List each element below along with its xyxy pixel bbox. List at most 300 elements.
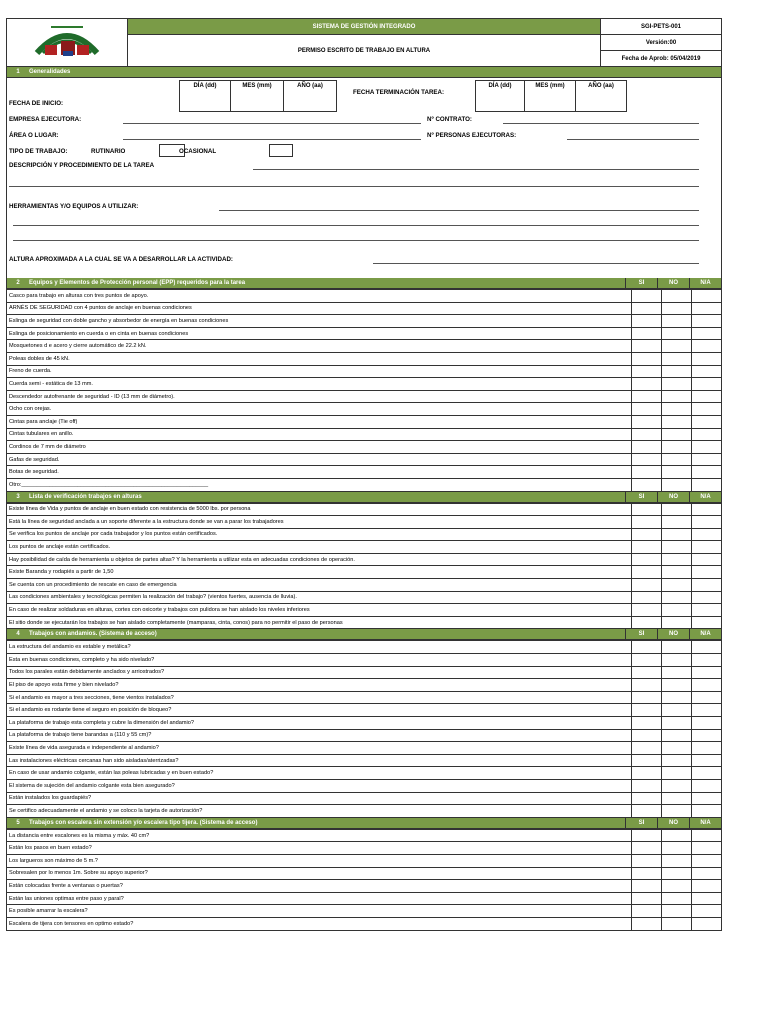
checklist-row — [7, 352, 722, 365]
checklist-item-text: Las condiciones ambientales y tecnológicas permiten la realización del trabajo? (vientos fuertes, ausencia de lluvia). — [7, 591, 632, 604]
yes-column-header: SI — [625, 278, 657, 288]
no-column-header: NO — [657, 818, 689, 828]
no-answer-cell[interactable] — [662, 805, 692, 818]
yes-answer-cell[interactable] — [632, 340, 662, 353]
checklist-row — [7, 880, 722, 893]
checklist-item-text: El sistema de sujeción del andamio colgante esta bien asegurado? — [7, 779, 632, 792]
no-answer-cell[interactable] — [662, 917, 692, 930]
checklist-item-text: Si el andamio es rodante tiene el seguro en posición de bloqueo? — [7, 704, 632, 717]
checklist-row — [7, 616, 722, 629]
na-answer-cell[interactable] — [692, 478, 722, 491]
yes-column-header: SI — [625, 492, 657, 502]
height-field[interactable] — [373, 263, 699, 264]
section-number: 2 — [16, 280, 20, 286]
checklist-row — [7, 403, 722, 416]
checklist-row — [7, 792, 722, 805]
checklist-row — [7, 779, 722, 792]
no-answer-cell[interactable] — [662, 428, 692, 441]
na-answer-cell[interactable] — [692, 566, 722, 579]
checklist-item-text: Cintas para anclaje (Tie off) — [7, 415, 632, 428]
checklist-row — [7, 867, 722, 880]
no-answer-cell[interactable] — [662, 503, 692, 516]
section-epp-header — [6, 278, 722, 289]
work-type-label: TIPO DE TRABAJO: — [9, 148, 68, 155]
yes-answer-cell[interactable] — [632, 591, 662, 604]
checklist-item-text: Casco para trabajo en alturas con tres puntos de apoyo. — [7, 290, 632, 303]
company-field[interactable] — [123, 123, 421, 124]
checklist-row — [7, 566, 722, 579]
na-answer-cell[interactable] — [692, 327, 722, 340]
yes-answer-cell[interactable] — [632, 378, 662, 391]
checklist-item-text: Existe línea de Vida y puntos de anclaje en buen estado con resistencia de 5000 lbs. por persona — [7, 503, 632, 516]
na-answer-cell[interactable] — [692, 666, 722, 679]
yes-answer-cell[interactable] — [632, 792, 662, 805]
na-answer-cell[interactable] — [692, 917, 722, 930]
section-general-header — [6, 67, 722, 78]
yes-answer-cell[interactable] — [632, 478, 662, 491]
end-date-fields[interactable] — [475, 80, 627, 112]
yes-answer-cell[interactable] — [632, 641, 662, 654]
na-answer-cell[interactable] — [692, 867, 722, 880]
no-answer-cell[interactable] — [662, 604, 692, 617]
no-answer-cell[interactable] — [662, 516, 692, 529]
section-verification-header — [6, 492, 722, 503]
checklist-item-text: Esta en buenas condiciones, completo y ha sido nivelado? — [7, 654, 632, 667]
no-answer-cell[interactable] — [662, 641, 692, 654]
section-number: 3 — [16, 493, 20, 500]
checklist-item-text: Cordinos de 7 mm de diámetro — [7, 441, 632, 454]
na-answer-cell[interactable] — [692, 854, 722, 867]
yes-answer-cell[interactable] — [632, 754, 662, 767]
yes-answer-cell[interactable] — [632, 867, 662, 880]
no-answer-cell[interactable] — [662, 767, 692, 780]
system-name: SISTEMA DE GESTIÓN INTEGRADO — [128, 19, 601, 35]
yes-answer-cell[interactable] — [632, 691, 662, 704]
end-year-label: AÑO (aa) — [588, 83, 614, 89]
na-answer-cell[interactable] — [692, 842, 722, 855]
checklist-item-text: Están las uniones optimas entre paso y paral? — [7, 892, 632, 905]
no-answer-cell[interactable] — [662, 290, 692, 303]
no-answer-cell[interactable] — [662, 691, 692, 704]
form-header — [6, 18, 722, 67]
yes-answer-cell[interactable] — [632, 428, 662, 441]
checklist-item-text: Mosquetones d e acero y cierre automático de 22.2 kN. — [7, 340, 632, 353]
checklist-item-text: Los puntos de anclaje están certificados. — [7, 541, 632, 554]
no-answer-cell[interactable] — [662, 704, 692, 717]
checklist-row — [7, 553, 722, 566]
na-answer-cell[interactable] — [692, 290, 722, 303]
yes-answer-cell[interactable] — [632, 315, 662, 328]
start-day-label: DÍA (dd) — [180, 81, 231, 111]
yes-answer-cell[interactable] — [632, 917, 662, 930]
checklist-item-text: Existe Baranda y rodapiés a partir de 1,50 — [7, 566, 632, 579]
checklist-item-text: En caso de realizar soldaduras en alturas, cortes con oxicorte y trabajos con pulidora se han aislado los niveles inferiores — [7, 604, 632, 617]
document-title: PERMISO ESCRITO DE TRABAJO EN ALTURA — [128, 35, 601, 67]
no-answer-cell[interactable] — [662, 566, 692, 579]
checklist-item-text: La estructura del andamio es estable y metálica? — [7, 641, 632, 654]
na-answer-cell[interactable] — [692, 591, 722, 604]
na-answer-cell[interactable] — [692, 315, 722, 328]
checklist-item-text: Ocho con orejas. — [7, 403, 632, 416]
checklist-row — [7, 892, 722, 905]
checklist-item-text: Las instalaciones eléctricas cercanas han sido aisladas/aterrizadas? — [7, 754, 632, 767]
yes-answer-cell[interactable] — [632, 566, 662, 579]
no-column-header: NO — [657, 278, 689, 288]
verification-checklist — [6, 503, 722, 630]
no-answer-cell[interactable] — [662, 541, 692, 554]
na-answer-cell[interactable] — [692, 378, 722, 391]
checklist-item-text: Eslinga de posicionamiento en cuerda o en cinta en buenas condiciones — [7, 327, 632, 340]
yes-answer-cell[interactable] — [632, 403, 662, 416]
checklist-item-text: Hay posibilidad de caída de herramienta u objetos de partes altas? Y la herramienta a utilizar esta en adecuadas condiciones de operación. — [7, 553, 632, 566]
checklist-item-text: Están instalados los guardapiés? — [7, 792, 632, 805]
no-answer-cell[interactable] — [662, 742, 692, 755]
checklist-item-text: ARNÉS DE SEGURIDAD con 4 puntos de anclaje en buenas condiciones — [7, 302, 632, 315]
checklist-item-text: Los largueros son máximo de 5 m.? — [7, 854, 632, 867]
section-number: 4 — [16, 631, 20, 638]
checklist-row — [7, 704, 722, 717]
na-answer-cell[interactable] — [692, 742, 722, 755]
no-answer-cell[interactable] — [662, 666, 692, 679]
yes-answer-cell[interactable] — [632, 352, 662, 365]
area-label: ÁREA O LUGAR: — [9, 132, 59, 139]
no-answer-cell[interactable] — [662, 579, 692, 592]
na-answer-cell[interactable] — [692, 604, 722, 617]
work-permit-form — [6, 18, 722, 931]
na-answer-cell[interactable] — [692, 415, 722, 428]
description-label: DESCRIPCIÓN Y PROCEDIMIENTO DE LA TAREA — [9, 162, 155, 169]
checklist-row — [7, 717, 722, 730]
no-answer-cell[interactable] — [662, 403, 692, 416]
na-answer-cell[interactable] — [692, 616, 722, 629]
yes-answer-cell[interactable] — [632, 390, 662, 403]
yes-answer-cell[interactable] — [632, 742, 662, 755]
area-field[interactable] — [123, 139, 421, 140]
na-answer-cell[interactable] — [692, 880, 722, 893]
yes-column-header: SI — [625, 629, 657, 639]
checklist-row — [7, 679, 722, 692]
contract-field[interactable] — [503, 123, 699, 124]
section-ladder-header — [6, 818, 722, 829]
yes-answer-cell[interactable] — [632, 842, 662, 855]
checklist-row — [7, 754, 722, 767]
checklist-item-text: Sobresalen por lo menos 1m. Sobre su apoyo superior? — [7, 867, 632, 880]
na-column-header: N/A — [689, 818, 721, 828]
checklist-item-text: Está la línea de seguridad anclada a un soporte diferente a la estructura donde se van a parar los trabajadores — [7, 516, 632, 529]
no-answer-cell[interactable] — [662, 679, 692, 692]
na-answer-cell[interactable] — [692, 704, 722, 717]
checklist-row — [7, 742, 722, 755]
no-answer-cell[interactable] — [662, 315, 692, 328]
na-column-header: N/A — [689, 278, 721, 288]
checklist-item-text: Es posible amarrar la escalera? — [7, 905, 632, 918]
na-answer-cell[interactable] — [692, 516, 722, 529]
start-year-label: AÑO (aa) — [297, 83, 323, 89]
na-answer-cell[interactable] — [692, 805, 722, 818]
yes-answer-cell[interactable] — [632, 679, 662, 692]
na-answer-cell[interactable] — [692, 767, 722, 780]
na-answer-cell[interactable] — [692, 553, 722, 566]
checklist-row — [7, 691, 722, 704]
general-section — [6, 78, 722, 278]
yes-answer-cell[interactable] — [632, 327, 662, 340]
yes-answer-cell[interactable] — [632, 579, 662, 592]
ladder-checklist — [6, 829, 722, 931]
yes-answer-cell[interactable] — [632, 892, 662, 905]
yes-answer-cell[interactable] — [632, 604, 662, 617]
yes-column-header: SI — [625, 818, 657, 828]
na-answer-cell[interactable] — [692, 453, 722, 466]
checklist-row — [7, 917, 722, 930]
checklist-item-text: El sitio donde se ejecutarán los trabajos se han aislado completamente (mamparas, cinta, conos) para no permitir el paso de personas — [7, 616, 632, 629]
checklist-row — [7, 441, 722, 454]
checklist-item-text: Se certifico adecuadamente el andamio y se coloco la tarjeta de autorización? — [7, 805, 632, 818]
na-answer-cell[interactable] — [692, 779, 722, 792]
checklist-item-text: Se verifica los puntos de anclaje por cada trabajador y los puntos están certificados. — [7, 528, 632, 541]
yes-answer-cell[interactable] — [632, 503, 662, 516]
checklist-row — [7, 428, 722, 441]
checklist-item-text: Si el andamio es mayor a tres secciones, tiene vientos instalados? — [7, 691, 632, 704]
na-answer-cell[interactable] — [692, 579, 722, 592]
checklist-row — [7, 415, 722, 428]
na-answer-cell[interactable] — [692, 466, 722, 479]
tools-field-2[interactable] — [13, 225, 699, 226]
na-answer-cell[interactable] — [692, 528, 722, 541]
checklist-row — [7, 641, 722, 654]
na-answer-cell[interactable] — [692, 441, 722, 454]
checklist-row — [7, 365, 722, 378]
na-answer-cell[interactable] — [692, 792, 722, 805]
no-answer-cell[interactable] — [662, 867, 692, 880]
checklist-row — [7, 453, 722, 466]
checklist-row — [7, 905, 722, 918]
occasional-label: OCASIONAL — [179, 148, 217, 155]
section-title: Lista de verificación trabajos en alturas — [29, 493, 142, 500]
na-answer-cell[interactable] — [692, 352, 722, 365]
checklist-item-text: Freno de cuerda. — [7, 365, 632, 378]
routine-label: RUTINARIO — [91, 148, 126, 155]
workers-count-field[interactable] — [567, 139, 699, 140]
no-answer-cell[interactable] — [662, 842, 692, 855]
na-answer-cell[interactable] — [692, 403, 722, 416]
checklist-row — [7, 378, 722, 391]
logo-icon — [31, 23, 103, 61]
no-answer-cell[interactable] — [662, 829, 692, 842]
na-answer-cell[interactable] — [692, 340, 722, 353]
na-answer-cell[interactable] — [692, 654, 722, 667]
no-answer-cell[interactable] — [662, 616, 692, 629]
checklist-item-text: Todos los parales están debidamente anclados y arriostrados? — [7, 666, 632, 679]
checklist-row — [7, 290, 722, 303]
yes-answer-cell[interactable] — [632, 415, 662, 428]
yes-answer-cell[interactable] — [632, 829, 662, 842]
checklist-item-text: La plataforma de trabajo tiene barandas a (110 y 55 cm)? — [7, 729, 632, 742]
no-answer-cell[interactable] — [662, 478, 692, 491]
na-answer-cell[interactable] — [692, 829, 722, 842]
no-answer-cell[interactable] — [662, 553, 692, 566]
no-answer-cell[interactable] — [662, 654, 692, 667]
start-date-fields[interactable] — [179, 80, 337, 112]
no-answer-cell[interactable] — [662, 905, 692, 918]
yes-answer-cell[interactable] — [632, 528, 662, 541]
no-answer-cell[interactable] — [662, 854, 692, 867]
checklist-item-text: La distancia entre escalones es la misma y máx. 40 cm? — [7, 829, 632, 842]
start-date-label: FECHA DE INICIO: — [9, 100, 64, 107]
no-answer-cell[interactable] — [662, 717, 692, 730]
no-answer-cell[interactable] — [662, 892, 692, 905]
checklist-row — [7, 729, 722, 742]
na-answer-cell[interactable] — [692, 679, 722, 692]
checklist-item-text: Cuerda semi - estática de 13 mm. — [7, 378, 632, 391]
yes-answer-cell[interactable] — [632, 717, 662, 730]
checklist-row — [7, 302, 722, 315]
checklist-item-text: El piso de apoyo esta firme y bien nivelado? — [7, 679, 632, 692]
yes-answer-cell[interactable] — [632, 666, 662, 679]
approval-date: Fecha de Aprob: 05/04/2019 — [601, 51, 722, 67]
no-answer-cell[interactable] — [662, 365, 692, 378]
tools-field-1[interactable] — [219, 210, 699, 211]
description-field-2[interactable] — [9, 186, 699, 187]
no-answer-cell[interactable] — [662, 352, 692, 365]
no-answer-cell[interactable] — [662, 378, 692, 391]
na-answer-cell[interactable] — [692, 905, 722, 918]
na-answer-cell[interactable] — [692, 428, 722, 441]
no-answer-cell[interactable] — [662, 327, 692, 340]
no-answer-cell[interactable] — [662, 415, 692, 428]
yes-answer-cell[interactable] — [632, 290, 662, 303]
tools-field-3[interactable] — [13, 240, 699, 241]
na-answer-cell[interactable] — [692, 541, 722, 554]
end-date-label: FECHA TERMINACIÓN TAREA: — [353, 89, 445, 96]
occasional-checkbox[interactable] — [269, 144, 293, 157]
yes-answer-cell[interactable] — [632, 541, 662, 554]
yes-answer-cell[interactable] — [632, 805, 662, 818]
na-answer-cell[interactable] — [692, 390, 722, 403]
epp-checklist — [6, 289, 722, 492]
section-scaffold-header — [6, 629, 722, 640]
company-logo — [7, 19, 128, 67]
yes-answer-cell[interactable] — [632, 704, 662, 717]
checklist-item-text: Otro:____________________________________________________________ — [7, 478, 632, 491]
checklist-item-text: Cintas tubulares en anillo. — [7, 428, 632, 441]
section-title: Generalidades — [29, 69, 71, 75]
checklist-item-text: Eslinga de seguridad con doble gancho y absorbedor de energía en buenas condiciones — [7, 315, 632, 328]
document-code: SGI-PETS-001 — [601, 19, 722, 35]
checklist-row — [7, 528, 722, 541]
checklist-row — [7, 541, 722, 554]
checklist-item-text: Gafas de seguridad. — [7, 453, 632, 466]
yes-answer-cell[interactable] — [632, 616, 662, 629]
no-answer-cell[interactable] — [662, 591, 692, 604]
checklist-row — [7, 327, 722, 340]
tools-label: HERRAMIENTAS Y/O EQUIPOS A UTILIZAR: — [9, 203, 139, 210]
yes-answer-cell[interactable] — [632, 302, 662, 315]
document-version: Versión:00 — [601, 35, 722, 51]
yes-answer-cell[interactable] — [632, 880, 662, 893]
yes-answer-cell[interactable] — [632, 365, 662, 378]
yes-answer-cell[interactable] — [632, 441, 662, 454]
no-answer-cell[interactable] — [662, 466, 692, 479]
checklist-row — [7, 591, 722, 604]
section-title: Equipos y Elementos de Protección personal (EPP) requeridos para la tarea — [29, 280, 246, 286]
yes-answer-cell[interactable] — [632, 466, 662, 479]
na-answer-cell[interactable] — [692, 503, 722, 516]
na-answer-cell[interactable] — [692, 641, 722, 654]
na-answer-cell[interactable] — [692, 717, 722, 730]
yes-answer-cell[interactable] — [632, 453, 662, 466]
section-title: Trabajos con andamios. (Sistema de acceso) — [29, 631, 157, 638]
na-answer-cell[interactable] — [692, 365, 722, 378]
checklist-row — [7, 516, 722, 529]
na-answer-cell[interactable] — [692, 729, 722, 742]
no-answer-cell[interactable] — [662, 453, 692, 466]
na-answer-cell[interactable] — [692, 691, 722, 704]
yes-answer-cell[interactable] — [632, 516, 662, 529]
no-answer-cell[interactable] — [662, 390, 692, 403]
na-column-header: N/A — [689, 629, 721, 639]
no-answer-cell[interactable] — [662, 754, 692, 767]
scaffold-checklist — [6, 640, 722, 817]
checklist-item-text: Se cuenta con un procedimiento de rescate en caso de emergencia — [7, 579, 632, 592]
yes-answer-cell[interactable] — [632, 767, 662, 780]
checklist-row — [7, 666, 722, 679]
start-month-label: MES (mm) — [231, 81, 284, 111]
section-number: 5 — [16, 819, 20, 826]
end-month-label: MES (mm) — [525, 81, 576, 111]
checklist-row — [7, 805, 722, 818]
no-column-header: NO — [657, 629, 689, 639]
checklist-item-text: Escalera de tijera con tensores en optimo estado? — [7, 917, 632, 930]
no-answer-cell[interactable] — [662, 792, 692, 805]
checklist-item-text: En caso de usar andamio colgante, están las poleas lubricadas y en buen estado? — [7, 767, 632, 780]
no-answer-cell[interactable] — [662, 729, 692, 742]
no-answer-cell[interactable] — [662, 340, 692, 353]
checklist-item-text: Poleas dobles de 45 kN. — [7, 352, 632, 365]
checklist-row — [7, 842, 722, 855]
yes-answer-cell[interactable] — [632, 729, 662, 742]
checklist-row — [7, 579, 722, 592]
checklist-item-text: Están los pasos en buen estado? — [7, 842, 632, 855]
no-answer-cell[interactable] — [662, 441, 692, 454]
no-answer-cell[interactable] — [662, 779, 692, 792]
yes-answer-cell[interactable] — [632, 553, 662, 566]
checklist-row — [7, 340, 722, 353]
checklist-row — [7, 604, 722, 617]
na-answer-cell[interactable] — [692, 302, 722, 315]
company-label: EMPRESA EJECUTORA: — [9, 116, 82, 123]
section-title: Trabajos con escalera sin extensión y/o escalera tipo tijera. (Sistema de acceso) — [29, 819, 258, 826]
height-label: ALTURA APROXIMADA A LA CUAL SE VA A DESARROLLAR LA ACTIVIDAD: — [9, 256, 233, 263]
no-answer-cell[interactable] — [662, 528, 692, 541]
description-field-1[interactable] — [253, 169, 699, 170]
no-answer-cell[interactable] — [662, 880, 692, 893]
yes-answer-cell[interactable] — [632, 854, 662, 867]
no-answer-cell[interactable] — [662, 302, 692, 315]
na-answer-cell[interactable] — [692, 754, 722, 767]
section-number: 1 — [16, 69, 20, 75]
checklist-row — [7, 315, 722, 328]
yes-answer-cell[interactable] — [632, 654, 662, 667]
yes-answer-cell[interactable] — [632, 905, 662, 918]
no-column-header: NO — [657, 492, 689, 502]
na-answer-cell[interactable] — [692, 892, 722, 905]
na-column-header: N/A — [689, 492, 721, 502]
checklist-row — [7, 854, 722, 867]
yes-answer-cell[interactable] — [632, 779, 662, 792]
checklist-item-text: La plataforma de trabajo esta completa y cubre la dimensión del andamio? — [7, 717, 632, 730]
checklist-item-text: Descendedor autofrenante de seguridad - ID (13 mm de diámetro). — [7, 390, 632, 403]
workers-count-label: Nº PERSONAS EJECUTORAS: — [427, 132, 517, 139]
